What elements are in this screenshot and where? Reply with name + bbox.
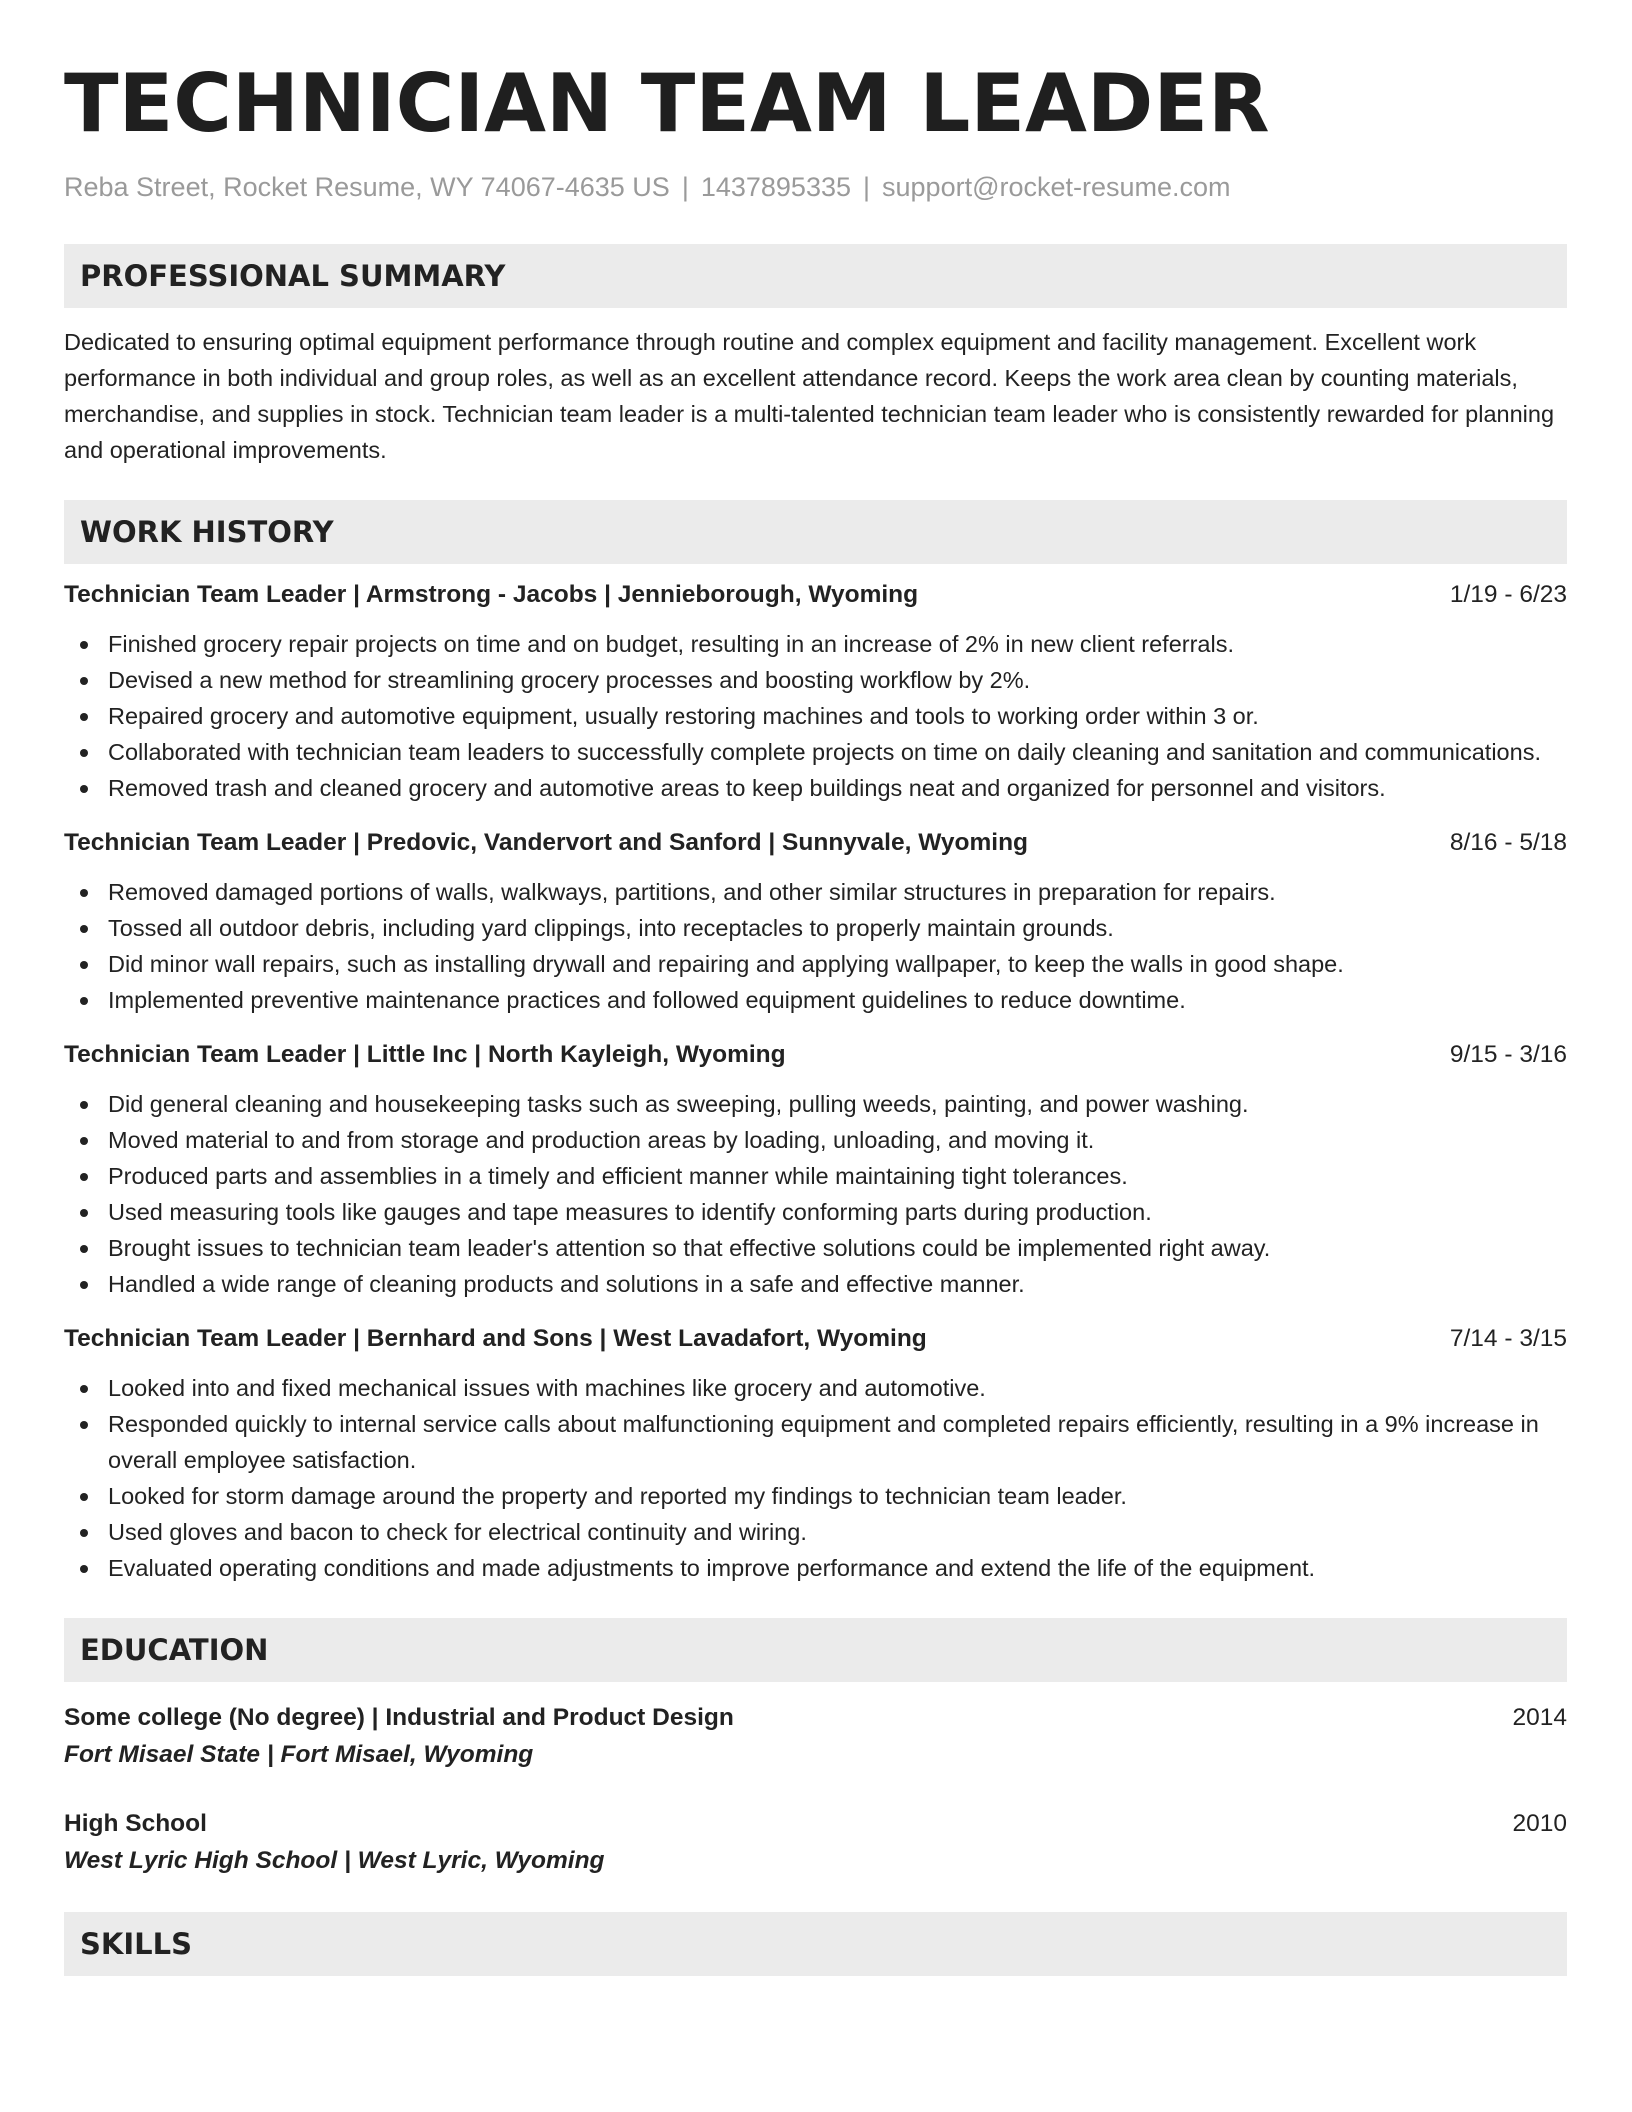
job-bullet-text: Removed damaged portions of walls, walkways, partitions, and other similar structures in preparation for repairs. bbox=[108, 879, 1276, 905]
job-bullet-text: Did general cleaning and housekeeping tasks such as sweeping, pulling weeds, painting, and power washing. bbox=[108, 1091, 1249, 1117]
bullet-dot bbox=[80, 641, 88, 649]
job-bullet-text: Brought issues to technician team leader's attention so that effective solutions could be implemented right away. bbox=[108, 1235, 1271, 1261]
job-title: Technician Team Leader | Little Inc | North Kayleigh, Wyoming bbox=[64, 1041, 786, 1068]
job-bullet bbox=[108, 1122, 1567, 1158]
job-bullet bbox=[108, 734, 1567, 770]
job-bullet-text: Collaborated with technician team leaders to successfully complete projects on time on daily cleaning and sanitation and communications. bbox=[108, 739, 1541, 765]
job-bullet-text: Finished grocery repair projects on time and on budget, resulting in an increase of 2% in new client referrals. bbox=[108, 631, 1234, 657]
bullet-dot bbox=[80, 1529, 88, 1537]
job-bullet-text: Responded quickly to internal service calls about malfunctioning equipment and completed repairs efficiently, resulting in a 9% increase in overall employee satisfaction. bbox=[108, 1411, 1539, 1473]
job-bullet-text: Handled a wide range of cleaning products and solutions in a safe and effective manner. bbox=[108, 1271, 1025, 1297]
job-bullet-text: Tossed all outdoor debris, including yard clippings, into receptacles to properly maintain grounds. bbox=[108, 915, 1114, 941]
bullet-dot bbox=[80, 1137, 88, 1145]
job-bullet bbox=[108, 770, 1567, 806]
job-bullets bbox=[64, 1086, 1567, 1302]
job-bullet bbox=[108, 662, 1567, 698]
job-bullet bbox=[108, 1086, 1567, 1122]
job-bullet-text: Removed trash and cleaned grocery and automotive areas to keep buildings neat and organized for personnel and visitors. bbox=[108, 775, 1386, 801]
job-entry bbox=[64, 1322, 1567, 1586]
job-bullets bbox=[64, 874, 1567, 1018]
resume-page bbox=[64, 56, 1567, 1976]
contact-separator: | bbox=[681, 172, 689, 202]
job-bullet bbox=[108, 698, 1567, 734]
bullet-dot bbox=[80, 1565, 88, 1573]
job-bullet-text: Repaired grocery and automotive equipment, usually restoring machines and tools to working order within 3 or. bbox=[108, 703, 1259, 729]
bullet-dot bbox=[80, 677, 88, 685]
job-bullets bbox=[64, 626, 1567, 806]
education-school: West Lyric High School | West Lyric, Wyoming bbox=[64, 1847, 605, 1874]
education-header bbox=[64, 1700, 1567, 1736]
bullet-dot bbox=[80, 1101, 88, 1109]
job-header bbox=[64, 578, 1567, 612]
bullet-dot bbox=[80, 1493, 88, 1501]
job-header bbox=[64, 826, 1567, 860]
section-header-skills: SKILLS bbox=[64, 1912, 1567, 1976]
education-year: 2010 bbox=[1512, 1810, 1567, 1837]
job-header bbox=[64, 1322, 1567, 1356]
candidate-name: TECHNICIAN TEAM LEADER bbox=[64, 57, 1270, 150]
job-entry bbox=[64, 578, 1567, 806]
education-school: Fort Misael State | Fort Misael, Wyoming bbox=[64, 1741, 534, 1768]
job-bullet-text: Moved material to and from storage and production areas by loading, unloading, and moving it. bbox=[108, 1127, 1095, 1153]
job-bullet-text: Looked into and fixed mechanical issues with machines like grocery and automotive. bbox=[108, 1375, 986, 1401]
job-bullet-text: Looked for storm damage around the property and reported my findings to technician team leader. bbox=[108, 1483, 1127, 1509]
bullet-dot bbox=[80, 925, 88, 933]
education-entry bbox=[64, 1806, 1567, 1880]
bullet-dot bbox=[80, 997, 88, 1005]
education-degree: High School bbox=[64, 1810, 207, 1837]
job-bullet bbox=[108, 1406, 1567, 1478]
job-bullet bbox=[108, 1194, 1567, 1230]
bullet-dot bbox=[80, 1421, 88, 1429]
contact-email: support@rocket-resume.com bbox=[882, 172, 1231, 202]
job-bullet-text: Implemented preventive maintenance practices and followed equipment guidelines to reduce downtime. bbox=[108, 987, 1186, 1013]
job-bullet bbox=[108, 1266, 1567, 1302]
bullet-dot bbox=[80, 1209, 88, 1217]
section-header-summary: PROFESSIONAL SUMMARY bbox=[64, 244, 1567, 308]
job-bullet bbox=[108, 1230, 1567, 1266]
job-dates: 9/15 - 3/16 bbox=[1449, 1041, 1567, 1068]
job-header bbox=[64, 1038, 1567, 1072]
bullet-dot bbox=[80, 1173, 88, 1181]
contact-line bbox=[64, 170, 1567, 204]
contact-address: Reba Street, Rocket Resume, WY 74067-4635 US bbox=[64, 172, 670, 202]
bullet-dot bbox=[80, 1281, 88, 1289]
job-bullet bbox=[108, 1514, 1567, 1550]
job-dates: 8/16 - 5/18 bbox=[1449, 829, 1567, 856]
education-header bbox=[64, 1806, 1567, 1842]
job-bullet bbox=[108, 910, 1567, 946]
section-header-education: EDUCATION bbox=[64, 1618, 1567, 1682]
job-dates: 1/19 - 6/23 bbox=[1449, 581, 1567, 608]
job-bullet bbox=[108, 1158, 1567, 1194]
job-dates: 7/14 - 3/15 bbox=[1449, 1325, 1567, 1352]
bullet-dot bbox=[80, 785, 88, 793]
job-bullet-text: Used gloves and bacon to check for electrical continuity and wiring. bbox=[108, 1519, 807, 1545]
job-title: Technician Team Leader | Predovic, Vandervort and Sanford | Sunnyvale, Wyoming bbox=[64, 829, 1029, 856]
work-history-list bbox=[64, 578, 1567, 1586]
job-bullet-text: Did minor wall repairs, such as installing drywall and repairing and applying wallpaper, to keep the walls in good shape. bbox=[108, 951, 1344, 977]
job-bullet bbox=[108, 874, 1567, 910]
job-bullets bbox=[64, 1370, 1567, 1586]
job-entry bbox=[64, 1038, 1567, 1302]
section-header-work-history: WORK HISTORY bbox=[64, 500, 1567, 564]
education-degree: Some college (No degree) | Industrial and Product Design bbox=[64, 1704, 734, 1731]
contact-phone: 1437895335 bbox=[700, 172, 851, 202]
job-bullet-text: Used measuring tools like gauges and tape measures to identify conforming parts during production. bbox=[108, 1199, 1152, 1225]
job-bullet-text: Evaluated operating conditions and made adjustments to improve performance and extend the life of the equipment. bbox=[108, 1555, 1316, 1581]
education-entry bbox=[64, 1700, 1567, 1774]
contact-separator: | bbox=[863, 172, 871, 202]
bullet-dot bbox=[80, 1245, 88, 1253]
job-bullet bbox=[108, 1550, 1567, 1586]
job-bullet-text: Produced parts and assemblies in a timely and efficient manner while maintaining tight tolerances. bbox=[108, 1163, 1128, 1189]
job-bullet bbox=[108, 1478, 1567, 1514]
job-bullet bbox=[108, 982, 1567, 1018]
bullet-dot bbox=[80, 713, 88, 721]
job-bullet-text: Devised a new method for streamlining grocery processes and boosting workflow by 2%. bbox=[108, 667, 1031, 693]
bullet-dot bbox=[80, 961, 88, 969]
job-bullet bbox=[108, 1370, 1567, 1406]
job-entry bbox=[64, 826, 1567, 1018]
bullet-dot bbox=[80, 1385, 88, 1393]
bullet-dot bbox=[80, 749, 88, 757]
summary-text: Dedicated to ensuring optimal equipment performance through routine and complex equipment and facility management. Excellent work performance in both individual and group roles, as well as an excellent attendance record. Keeps the work area clean by counting materials, merchandise, and supplies in stock. Technician team leader is a multi-talented technician team leader who is consistently rewarded for planning and operational improvements. bbox=[64, 329, 1555, 463]
job-title: Technician Team Leader | Armstrong - Jacobs | Jennieborough, Wyoming bbox=[64, 581, 919, 608]
job-title: Technician Team Leader | Bernhard and Sons | West Lavadafort, Wyoming bbox=[64, 1325, 927, 1352]
job-bullet bbox=[108, 946, 1567, 982]
job-bullet bbox=[108, 626, 1567, 662]
bullet-dot bbox=[80, 889, 88, 897]
education-year: 2014 bbox=[1512, 1704, 1567, 1731]
